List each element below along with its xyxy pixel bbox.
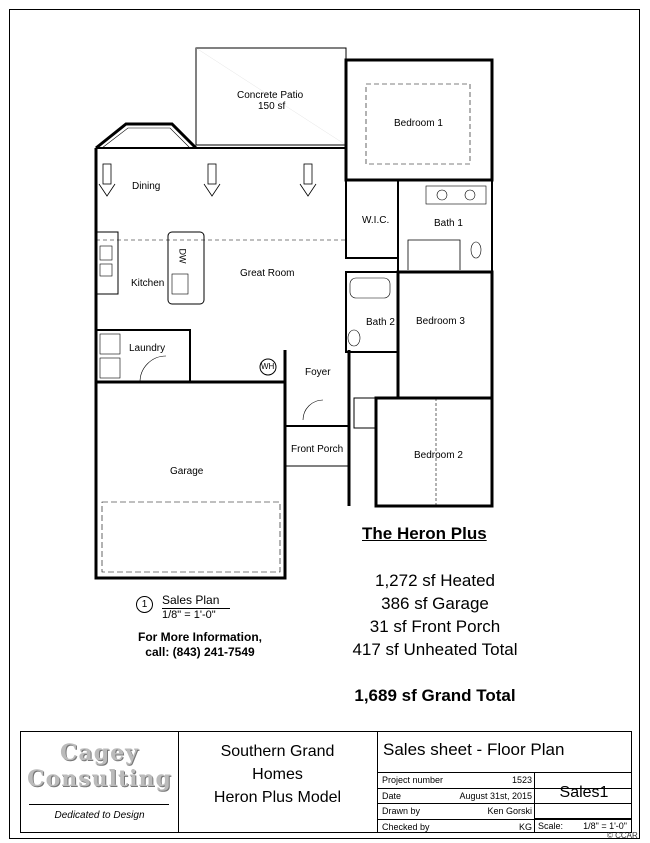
- project-number-value: 1523: [511, 775, 532, 785]
- date-label: Date: [382, 790, 402, 801]
- sheet-info-cell: [377, 732, 631, 832]
- contact-info: [120, 630, 280, 660]
- contact-phone: call: (843) 241-7549: [145, 645, 255, 659]
- client-line3: Heron Plus Model: [213, 789, 342, 806]
- project-number-label: Project number: [382, 775, 444, 785]
- sheet-title: Sales sheet - Floor Plan: [383, 740, 565, 759]
- bedroom3-label: Bedroom 3: [416, 316, 465, 327]
- kitchen-island: [168, 232, 204, 304]
- scale-label: Scale:: [538, 821, 564, 831]
- laundry-label: Laundry: [129, 343, 166, 354]
- drawn-by-label: Drawn by: [382, 806, 421, 816]
- heated-area: 1,272 sf Heated: [374, 571, 496, 590]
- laundry-walls: [96, 330, 190, 382]
- bath1-label: Bath 1: [434, 218, 463, 229]
- sales-plan-name: Sales Plan: [162, 593, 220, 607]
- drawn-by-row: [377, 803, 631, 819]
- drawn-by-value: Ken Gorski: [487, 806, 532, 816]
- logo-text-line1: Cagey: [60, 740, 139, 766]
- bath2-label: Bath 2: [366, 317, 395, 328]
- logo-text-line2: Consulting: [27, 766, 172, 792]
- checked-by-label: Checked by: [382, 821, 430, 832]
- logo-divider: [29, 804, 169, 805]
- bay-window: [96, 124, 196, 148]
- date-value: August 31st, 2015: [459, 790, 532, 801]
- porch-area: 31 sf Front Porch: [369, 617, 501, 636]
- sales-plan-number: 1: [136, 596, 153, 613]
- great-room-label: Great Room: [240, 268, 295, 279]
- client-cell: [178, 732, 378, 832]
- bedroom1-label: Bedroom 1: [394, 118, 443, 129]
- dining-label: Dining: [132, 181, 161, 192]
- scale-value: 1/8" = 1'-0": [583, 821, 627, 831]
- garage-walls: [96, 382, 285, 578]
- model-title: The Heron Plus: [362, 524, 487, 543]
- bedroom3-walls: [398, 272, 492, 398]
- water-heater-label: WH: [261, 362, 275, 371]
- foyer-label: Foyer: [305, 367, 331, 378]
- client-line2: Homes: [252, 766, 303, 783]
- unheated-area: 417 sf Unheated Total: [352, 640, 518, 659]
- logo-tagline: Dedicated to Design: [54, 810, 145, 821]
- checked-by-value: KG: [518, 821, 532, 832]
- front-porch-label: Front Porch: [291, 444, 344, 455]
- wic-label: W.I.C.: [362, 215, 390, 226]
- grand-total-area: 1,689 sf Grand Total: [354, 686, 516, 705]
- logo-cell: [21, 732, 179, 832]
- watermark: © CCAR: [607, 831, 638, 840]
- client-name: [178, 740, 377, 809]
- garage-label: Garage: [170, 466, 204, 477]
- contact-line1: For More Information,: [138, 630, 262, 644]
- dishwasher-label: DW: [177, 248, 188, 264]
- sheet-number: Sales1: [559, 784, 609, 801]
- client-line1: Southern Grand: [220, 743, 335, 760]
- garage-area: 386 sf Garage: [381, 594, 489, 613]
- title-block: [20, 731, 632, 833]
- bedroom2-label: Bedroom 2: [414, 450, 463, 461]
- patio-area-label: 150 sf: [258, 101, 286, 112]
- sales-plan-scale: 1/8" = 1'-0": [162, 608, 230, 621]
- kitchen-counter-left: [96, 232, 118, 294]
- patio-label: Concrete Patio: [237, 90, 304, 101]
- kitchen-label: Kitchen: [131, 278, 165, 289]
